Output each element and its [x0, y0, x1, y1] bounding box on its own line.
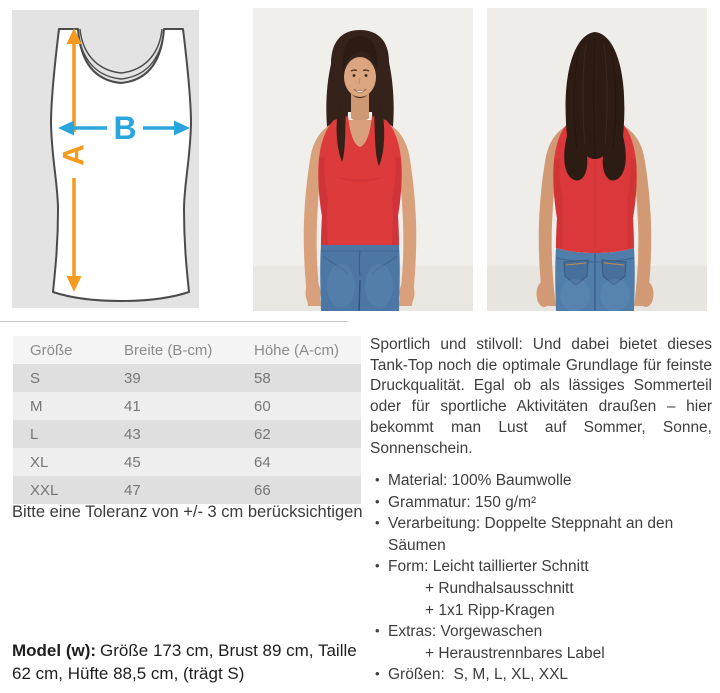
model-front-illustration [253, 8, 473, 311]
feature-item: • Grammatur: 150 g/m² [370, 492, 718, 514]
feature-item: • Form: Leicht taillierter Schnitt [370, 556, 718, 578]
height-arrow-label: A [57, 144, 91, 166]
col-header-size: Größe [13, 336, 123, 364]
feature-item: • Material: 100% Baumwolle [370, 470, 718, 492]
right-hand [639, 281, 654, 307]
cell-size: XL [30, 453, 49, 471]
model-info [12, 640, 368, 685]
table-row [13, 364, 361, 392]
cell-height: 58 [254, 369, 271, 387]
feature-item: • Größen: S, M, L, XL, XXL [370, 664, 718, 686]
feature-list [370, 470, 718, 686]
table-row [13, 448, 361, 476]
feature-subitem: + Heraustrennbares Label [425, 644, 605, 662]
col-header-width: Breite (B-cm) [123, 336, 253, 364]
cell-width: 41 [124, 397, 141, 415]
feature-subitem: + 1x1 Ripp-Kragen [425, 601, 555, 619]
cell-height: 64 [254, 453, 271, 471]
hair-back [564, 32, 626, 181]
left-hand [537, 281, 552, 307]
size-table-header-row [13, 336, 361, 364]
feature-subitem: + Rundhalsausschnitt [425, 579, 574, 597]
left-hand [306, 280, 321, 306]
size-diagram [12, 10, 199, 308]
cell-height: 62 [254, 425, 271, 443]
product-description: Sportlich und stilvoll: Und dabei bietet dieses Tank-Top noch die optimale Grundlage für feinste Druckqualität. Egal ob als lässiges Sommerteil oder für sportliche Aktivitäten draußen – hier bekommt man Lust auf Sommer, Sonne, Sonnenschein. [370, 336, 712, 457]
cell-width: 39 [124, 369, 141, 387]
table-row [13, 420, 361, 448]
model-photo-front [253, 8, 473, 311]
cell-size: L [30, 425, 39, 443]
size-table [13, 336, 361, 504]
model-info-details: Größe 173 cm, Brust 89 cm, Taille 62 cm, Hüfte 88,5 cm, (trägt S) [12, 641, 357, 683]
model-back-illustration [487, 8, 707, 311]
jeans-back [555, 248, 635, 311]
cell-width: 47 [124, 481, 141, 499]
cell-width: 45 [124, 453, 141, 471]
section-divider [0, 321, 348, 322]
size-diagram-drawing [12, 10, 199, 308]
feature-item: • Verarbeitung: Doppelte Steppnaht an den Säumen [370, 513, 718, 556]
width-arrow-label: B [113, 110, 137, 146]
right-hand [400, 280, 415, 306]
cell-size: XXL [30, 481, 59, 499]
cell-height: 66 [254, 481, 271, 499]
table-row [13, 476, 361, 504]
model-info-label: Model (w): [12, 641, 97, 660]
feature-item: • Extras: Vorgewaschen [370, 621, 718, 643]
cell-size: S [30, 369, 41, 387]
cell-width: 43 [124, 425, 141, 443]
cell-height: 60 [254, 397, 271, 415]
tolerance-note: Bitte eine Toleranz von +/- 3 cm berücksichtigen [12, 503, 363, 521]
table-row [13, 392, 361, 420]
col-header-height: Höhe (A-cm) [253, 336, 361, 364]
jeans-front [320, 245, 400, 311]
model-photo-back [487, 8, 707, 311]
cell-size: M [30, 397, 43, 415]
